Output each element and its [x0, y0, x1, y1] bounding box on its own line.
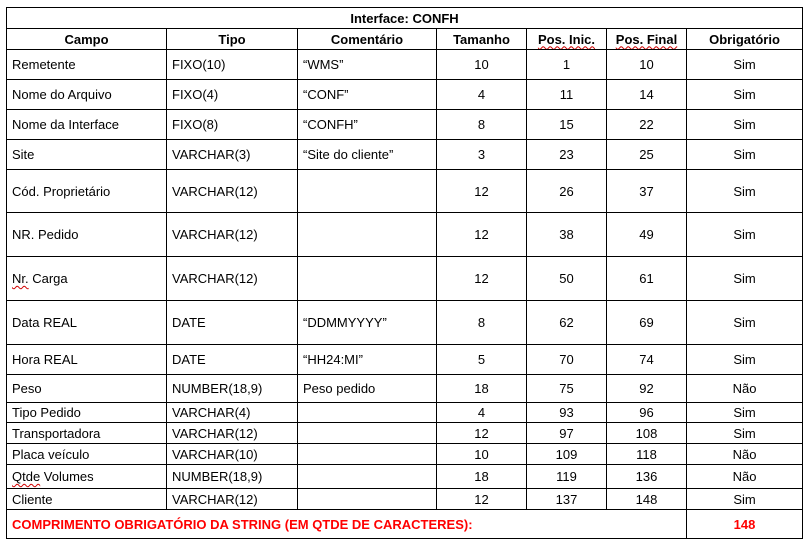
cell-tamanho: 12: [437, 257, 527, 301]
cell-tamanho: 10: [437, 444, 527, 465]
cell-obrigatorio: Não: [687, 444, 803, 465]
footer-value: 148: [687, 510, 803, 539]
cell-pos-final: 148: [607, 489, 687, 510]
cell-pos-final: 61: [607, 257, 687, 301]
cell-campo: Peso: [7, 375, 167, 403]
cell-obrigatorio: Sim: [687, 140, 803, 170]
cell-pos-final: 92: [607, 375, 687, 403]
interface-spec-table: [6, 7, 803, 539]
header-row: [7, 29, 803, 50]
table-row: [7, 301, 803, 345]
table-row: [7, 489, 803, 510]
cell-pos-inic: 93: [527, 403, 607, 423]
header-tipo: Tipo: [167, 29, 298, 50]
cell-tipo: FIXO(4): [167, 80, 298, 110]
cell-pos-inic: 11: [527, 80, 607, 110]
table-row: [7, 375, 803, 403]
header-pos-final: [607, 29, 687, 50]
cell-comentario: [298, 170, 437, 213]
table-row: [7, 423, 803, 444]
cell-campo: Nome do Arquivo: [7, 80, 167, 110]
header-pos-final-text: Pos. Final: [615, 31, 678, 47]
table-row: [7, 213, 803, 257]
cell-tipo: NUMBER(18,9): [167, 465, 298, 489]
cell-tipo: VARCHAR(12): [167, 489, 298, 510]
cell-pos-inic: 50: [527, 257, 607, 301]
cell-pos-final: 96: [607, 403, 687, 423]
cell-tamanho: 12: [437, 213, 527, 257]
cell-obrigatorio: Sim: [687, 213, 803, 257]
cell-pos-final: 49: [607, 213, 687, 257]
cell-tipo: NUMBER(18,9): [167, 375, 298, 403]
cell-pos-final: 22: [607, 110, 687, 140]
cell-pos-final: 10: [607, 50, 687, 80]
header-obrigatorio: Obrigatório: [687, 29, 803, 50]
cell-pos-inic: 62: [527, 301, 607, 345]
cell-campo: Nome da Interface: [7, 110, 167, 140]
cell-campo: Placa veículo: [7, 444, 167, 465]
cell-campo: Hora REAL: [7, 345, 167, 375]
cell-comentario: [298, 444, 437, 465]
table-row: [7, 465, 803, 489]
cell-campo: Site: [7, 140, 167, 170]
table-row: [7, 110, 803, 140]
cell-comentario: “DDMMYYYY”: [298, 301, 437, 345]
table-title: Interface: CONFH: [7, 8, 803, 29]
cell-obrigatorio: Sim: [687, 301, 803, 345]
cell-obrigatorio: Não: [687, 465, 803, 489]
cell-comentario: “Site do cliente”: [298, 140, 437, 170]
cell-tamanho: 4: [437, 80, 527, 110]
cell-comentario: “WMS”: [298, 50, 437, 80]
cell-pos-inic: 137: [527, 489, 607, 510]
table-row: [7, 257, 803, 301]
cell-pos-final: 25: [607, 140, 687, 170]
cell-tamanho: 12: [437, 423, 527, 444]
cell-comentario: [298, 403, 437, 423]
table-row: [7, 80, 803, 110]
table-row: [7, 140, 803, 170]
cell-pos-inic: 23: [527, 140, 607, 170]
cell-tamanho: 12: [437, 489, 527, 510]
header-pos-inic-text: Pos. Inic.: [537, 31, 596, 47]
cell-tamanho: 12: [437, 170, 527, 213]
cell-pos-inic: 97: [527, 423, 607, 444]
header-campo: Campo: [7, 29, 167, 50]
cell-obrigatorio: Sim: [687, 170, 803, 213]
table-row: [7, 403, 803, 423]
cell-pos-inic: 1: [527, 50, 607, 80]
cell-tipo: VARCHAR(10): [167, 444, 298, 465]
cell-tamanho: 18: [437, 465, 527, 489]
cell-pos-inic: 109: [527, 444, 607, 465]
cell-pos-inic: 15: [527, 110, 607, 140]
table-row: [7, 50, 803, 80]
cell-tamanho: 8: [437, 301, 527, 345]
footer-row: [7, 510, 803, 539]
cell-tipo: FIXO(10): [167, 50, 298, 80]
cell-pos-final: 118: [607, 444, 687, 465]
cell-comentario: [298, 489, 437, 510]
cell-tamanho: 4: [437, 403, 527, 423]
cell-obrigatorio: Sim: [687, 423, 803, 444]
cell-obrigatorio: Sim: [687, 110, 803, 140]
cell-obrigatorio: Sim: [687, 489, 803, 510]
cell-tamanho: 5: [437, 345, 527, 375]
cell-tamanho: 10: [437, 50, 527, 80]
cell-obrigatorio: Sim: [687, 80, 803, 110]
cell-obrigatorio: Não: [687, 375, 803, 403]
cell-tipo: FIXO(8): [167, 110, 298, 140]
cell-campo: Transportadora: [7, 423, 167, 444]
cell-pos-inic: 119: [527, 465, 607, 489]
cell-comentario: [298, 423, 437, 444]
cell-tamanho: 8: [437, 110, 527, 140]
cell-campo: Cód. Proprietário: [7, 170, 167, 213]
table-row: [7, 170, 803, 213]
cell-obrigatorio: Sim: [687, 257, 803, 301]
cell-pos-final: 108: [607, 423, 687, 444]
cell-comentario: “CONFH”: [298, 110, 437, 140]
cell-tamanho: 18: [437, 375, 527, 403]
cell-pos-final: 14: [607, 80, 687, 110]
cell-obrigatorio: Sim: [687, 50, 803, 80]
header-comentario: Comentário: [298, 29, 437, 50]
cell-obrigatorio: Sim: [687, 345, 803, 375]
cell-pos-inic: 70: [527, 345, 607, 375]
cell-pos-final: 136: [607, 465, 687, 489]
cell-tipo: VARCHAR(3): [167, 140, 298, 170]
cell-tipo: VARCHAR(12): [167, 170, 298, 213]
cell-pos-inic: 75: [527, 375, 607, 403]
cell-comentario: [298, 213, 437, 257]
cell-comentario: [298, 257, 437, 301]
cell-campo: [7, 465, 167, 489]
cell-obrigatorio: Sim: [687, 403, 803, 423]
cell-comentario: “HH24:MI”: [298, 345, 437, 375]
cell-pos-inic: 26: [527, 170, 607, 213]
cell-tipo: DATE: [167, 345, 298, 375]
cell-tipo: VARCHAR(12): [167, 257, 298, 301]
cell-campo: Tipo Pedido: [7, 403, 167, 423]
cell-campo: Data REAL: [7, 301, 167, 345]
cell-comentario: [298, 465, 437, 489]
cell-tamanho: 3: [437, 140, 527, 170]
cell-pos-inic: 38: [527, 213, 607, 257]
table-row: [7, 345, 803, 375]
cell-campo: Remetente: [7, 50, 167, 80]
cell-pos-final: 37: [607, 170, 687, 213]
cell-campo-text: Qtde Volumes: [12, 469, 94, 484]
cell-campo: [7, 257, 167, 301]
cell-tipo: VARCHAR(12): [167, 213, 298, 257]
cell-pos-final: 69: [607, 301, 687, 345]
cell-campo: Cliente: [7, 489, 167, 510]
table-row: [7, 444, 803, 465]
cell-comentario: Peso pedido: [298, 375, 437, 403]
header-pos-inic: [527, 29, 607, 50]
cell-campo: NR. Pedido: [7, 213, 167, 257]
cell-comentario: “CONF”: [298, 80, 437, 110]
footer-label: COMPRIMENTO OBRIGATÓRIO DA STRING (EM QTDE DE CARACTERES):: [7, 510, 687, 539]
header-tamanho: Tamanho: [437, 29, 527, 50]
cell-campo-text: Nr. Carga: [12, 271, 68, 286]
cell-tipo: DATE: [167, 301, 298, 345]
cell-tipo: VARCHAR(12): [167, 423, 298, 444]
cell-tipo: VARCHAR(4): [167, 403, 298, 423]
cell-pos-final: 74: [607, 345, 687, 375]
